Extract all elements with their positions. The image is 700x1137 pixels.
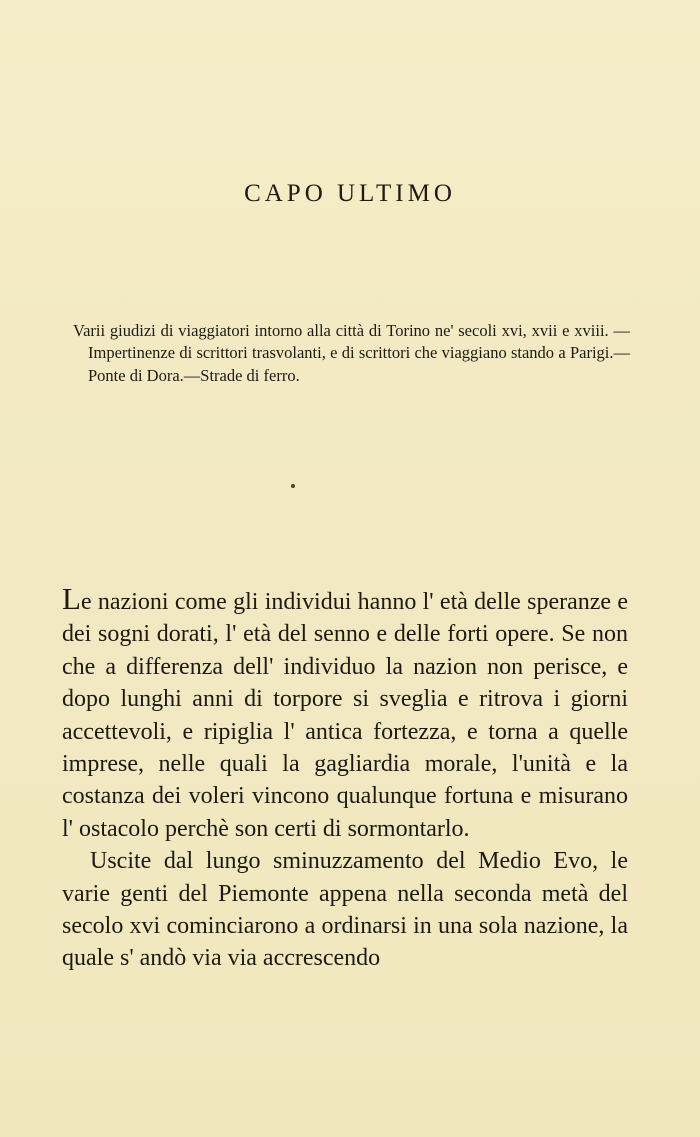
paragraph-2: Uscite dal lungo sminuzzamento del Medio Evo, le varie genti del Piemonte appena nella seconda metà del secolo xvi cominciarono a ordinarsi in una sola nazione, la quale s' andò via via accrescendo bbox=[62, 848, 628, 972]
chapter-summary: Varii giudizi di viaggiatori intorno alla città di Torino ne' secoli xvi, xvii e xviii. — Impertinenze di scrittori trasvolanti, e di scrittori che viaggiano stando a Parigi.—Ponte di Dora.—Strade di ferro. bbox=[73, 321, 630, 385]
initial-letter: L bbox=[62, 581, 81, 616]
paragraph-1-text: e nazioni come gli individui hanno l' età delle speranze e dei sogni dorati, l' età del senno e delle forti opere. Se non che a differenza dell' individuo la nazion non perisce, e dopo lunghi anni di torpore si sveglia e ritrova i giorni accettevoli, e ripiglia l' antica fortezza, e torna a quelle imprese, nelle quali la gagliardia morale, l'unità e la costanza dei voleri vincono qualunque fortuna e misurano l' ostacolo perchè son certi di sormontarlo. bbox=[62, 589, 628, 842]
separator-dot bbox=[291, 484, 295, 488]
body-text bbox=[62, 581, 628, 975]
chapter-title: CAPO ULTIMO bbox=[244, 180, 456, 207]
paragraph-1 bbox=[62, 581, 628, 845]
